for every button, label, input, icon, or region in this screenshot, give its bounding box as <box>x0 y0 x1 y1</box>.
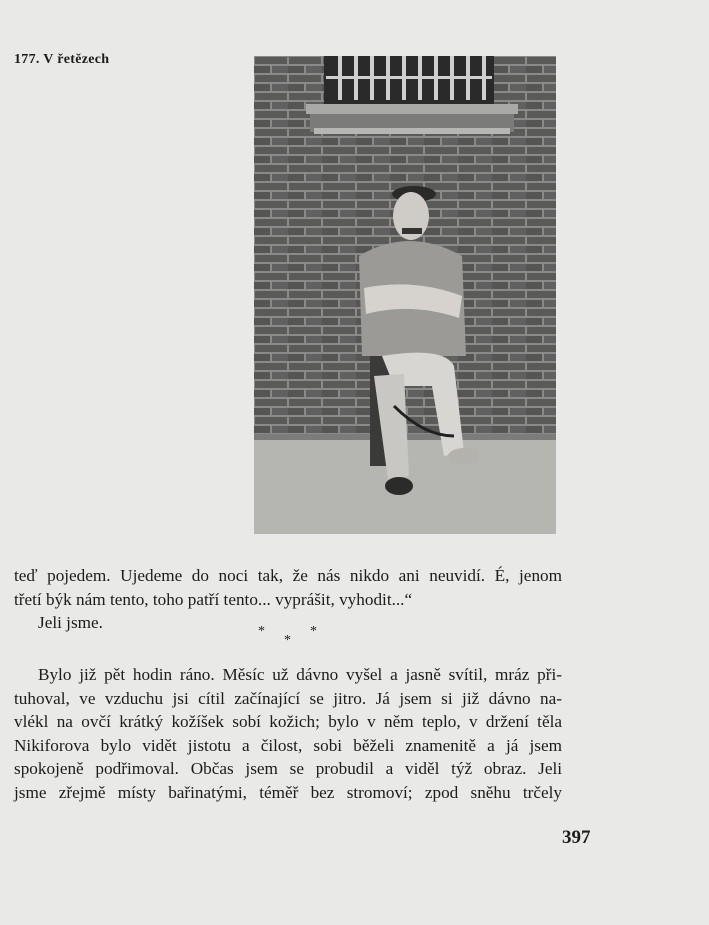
separator-star: * <box>310 624 317 639</box>
prisoner-photo <box>254 56 556 534</box>
separator-star: * <box>284 633 291 648</box>
text-line: teď pojedem. Ujedeme do noci tak, že nás nikdo ani neuvidí. É, jenom <box>14 566 562 585</box>
photo-prisoner-in-chains-icon <box>254 56 556 534</box>
text-line: jsme zřejmě místy bařinatými, téměř bez stromoví; zpod sněhu trčely <box>14 782 562 802</box>
text-line: Nikiforova bylo vidět jistotu a čilost, sobi běželi znamenitě a já jsem <box>14 735 562 755</box>
text-line: vlékl na ovčí krátký kožíšek sobí kožich; bylo v něm teplo, v držení těla <box>14 712 562 731</box>
text-line: tuhoval, ve vzduchu jsi cítil začínající se jitro. Já jsem si již dávno na- <box>14 688 562 708</box>
separator-star: * <box>258 624 265 639</box>
text-line: třetí býk nám tento, toho patří tento... vyprášit, vyhodit...“ <box>14 589 413 609</box>
section-separator <box>254 624 324 646</box>
text-line: spokojeně podřimoval. Občas jsem se probudil a viděl týž obraz. Jeli <box>14 759 562 778</box>
page-number: 397 <box>562 827 591 848</box>
paragraph-2 <box>14 663 562 804</box>
figure-caption: 177. V řetězech <box>14 52 110 67</box>
text-line: Jeli jsme. <box>38 613 103 632</box>
text-line: Bylo již pět hodin ráno. Měsíc už dávno vyšel a jasně svítil, mráz při- <box>38 665 562 684</box>
